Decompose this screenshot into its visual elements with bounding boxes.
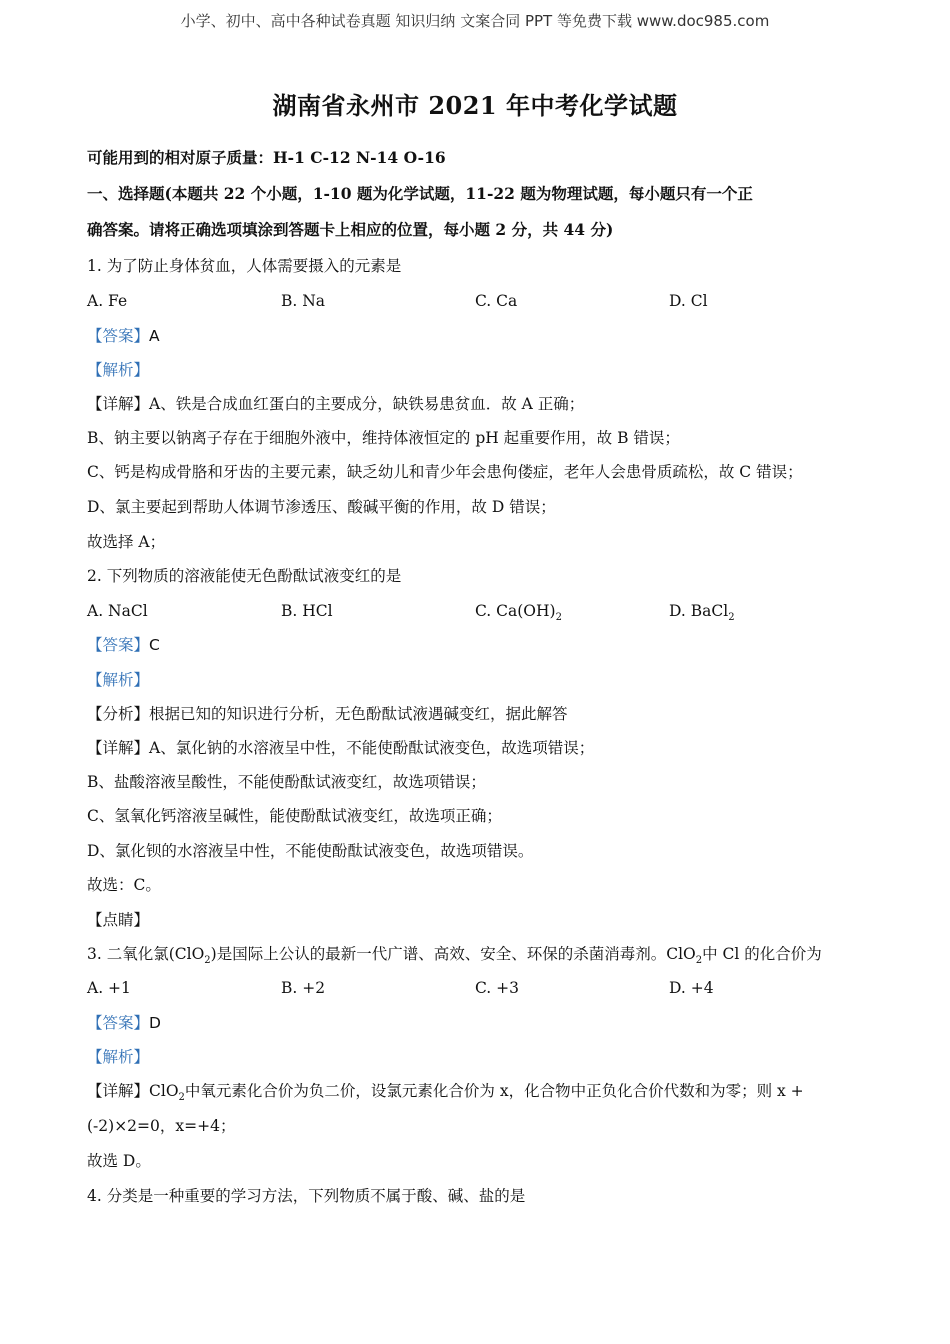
q2-option-b: B. HCl bbox=[281, 602, 333, 620]
q1-options bbox=[87, 288, 867, 314]
q1-analysis-tag: 【解析】 bbox=[87, 361, 150, 379]
q1-detail-1: 【详解】A、铁是合成血红蛋白的主要成分，缺铁易患贫血．故 A 正确； bbox=[87, 395, 585, 413]
q2-detail-4: C、氢氧化钙溶液呈碱性，能使酚酞试液变红，故选项正确； bbox=[87, 807, 502, 825]
q3-option-b: B. +2 bbox=[281, 979, 326, 997]
page-title: 湖南省永州市 2021 年中考化学试题 bbox=[272, 91, 678, 120]
q2-tip-tag: 【点睛】 bbox=[87, 911, 150, 929]
q3-option-d: D. +4 bbox=[669, 979, 714, 997]
q3-answer: D bbox=[149, 1014, 161, 1032]
q2-options bbox=[87, 598, 867, 624]
q1-stem: 1. 为了防止身体贫血，人体需要摄入的元素是 bbox=[87, 257, 402, 275]
q2-detail-5: D、氯化钡的水溶液呈中性，不能使酚酞试液变色，故选项错误。 bbox=[87, 842, 534, 860]
q1-answer-line bbox=[87, 323, 867, 349]
q2-option-c: C. $Ca(OH)_2$ bbox=[475, 602, 562, 624]
q2-answer-line bbox=[87, 632, 867, 658]
section-heading-line-1: 一、选择题(本题共 22 个小题，1-10 题为化学试题，11-22 题为物理试题，每小题只有一个正 bbox=[87, 184, 753, 203]
q2-answer: C bbox=[149, 636, 160, 654]
answer-tag: 【答案】 bbox=[87, 636, 150, 654]
q1-detail-3: C、钙是构成骨胳和牙齿的主要元素，缺乏幼儿和青少年会患佝偻症，老年人会患骨质疏松，故 C 错误； bbox=[87, 463, 803, 481]
q1-conclusion: 故选择 A； bbox=[87, 533, 166, 551]
q4-stem: 4. 分类是一种重要的学习方法，下列物质不属于酸、碱、盐的是 bbox=[87, 1187, 526, 1205]
answer-tag: 【答案】 bbox=[87, 327, 150, 345]
q2-detail-1: 【分析】根据已知的知识进行分析，无色酚酞试液遇碱变红，据此解答 bbox=[87, 705, 568, 723]
q1-option-c: C. Ca bbox=[475, 292, 518, 310]
atomic-mass-line: 可能用到的相对原子质量：H-1 C-12 N-14 O-16 bbox=[87, 148, 446, 167]
q2-option-a: A. NaCl bbox=[87, 602, 148, 620]
q1-option-d: D. Cl bbox=[669, 292, 708, 310]
q3-detail-1: 【详解】ClO$_2$中氧元素化合价为负二价，设氯元素化合价为 x，化合物中正负化合价代数和为零；则 x + bbox=[87, 1082, 804, 1104]
q2-option-d: D. BaCl$_2$ bbox=[669, 602, 735, 624]
section-heading-line-2: 确答案。请将正确选项填涂到答题卡上相应的位置，每小题 2 分，共 44 分) bbox=[87, 220, 614, 239]
q2-stem: 2. 下列物质的溶液能使无色酚酞试液变红的是 bbox=[87, 567, 402, 585]
q3-option-a: A. +1 bbox=[87, 979, 131, 997]
q3-stem: 3. 二氧化氯(ClO$_2$)是国际上公认的最新一代广谱、高效、安全、环保的杀菌消毒剂。ClO$_2$中 Cl 的化合价为 bbox=[87, 945, 822, 967]
q3-detail-2: (-2)×2=0，x=+4； bbox=[87, 1117, 236, 1135]
q3-analysis-tag: 【解析】 bbox=[87, 1048, 150, 1066]
q2-detail-2: 【详解】A、氯化钠的水溶液呈中性，不能使酚酞试液变色，故选项错误； bbox=[87, 739, 595, 757]
answer-tag: 【答案】 bbox=[87, 1014, 150, 1032]
q1-detail-2: B、钠主要以钠离子存在于细胞外液中，维持体液恒定的 pH 起重要作用，故 B 错误； bbox=[87, 429, 680, 447]
q2-conclusion: 故选：C。 bbox=[87, 876, 161, 894]
q1-option-b: B. Na bbox=[281, 292, 326, 310]
q3-answer-line bbox=[87, 1010, 867, 1036]
q2-analysis-tag: 【解析】 bbox=[87, 671, 150, 689]
q3-option-c: C. +3 bbox=[475, 979, 520, 997]
q2-detail-3: B、盐酸溶液呈酸性，不能使酚酞试液变红，故选项错误； bbox=[87, 773, 486, 791]
q1-option-a: A. Fe bbox=[87, 292, 128, 310]
q3-conclusion: 故选 D。 bbox=[87, 1152, 151, 1170]
q3-options bbox=[87, 975, 867, 1001]
page-header: 小学、初中、高中各种试卷真题 知识归纳 文案合同 PPT 等免费下载 www.doc985.com bbox=[180, 12, 770, 30]
q1-answer: A bbox=[149, 327, 160, 345]
q1-detail-4: D、氯主要起到帮助人体调节渗透压、酸碱平衡的作用，故 D 错误； bbox=[87, 498, 556, 516]
